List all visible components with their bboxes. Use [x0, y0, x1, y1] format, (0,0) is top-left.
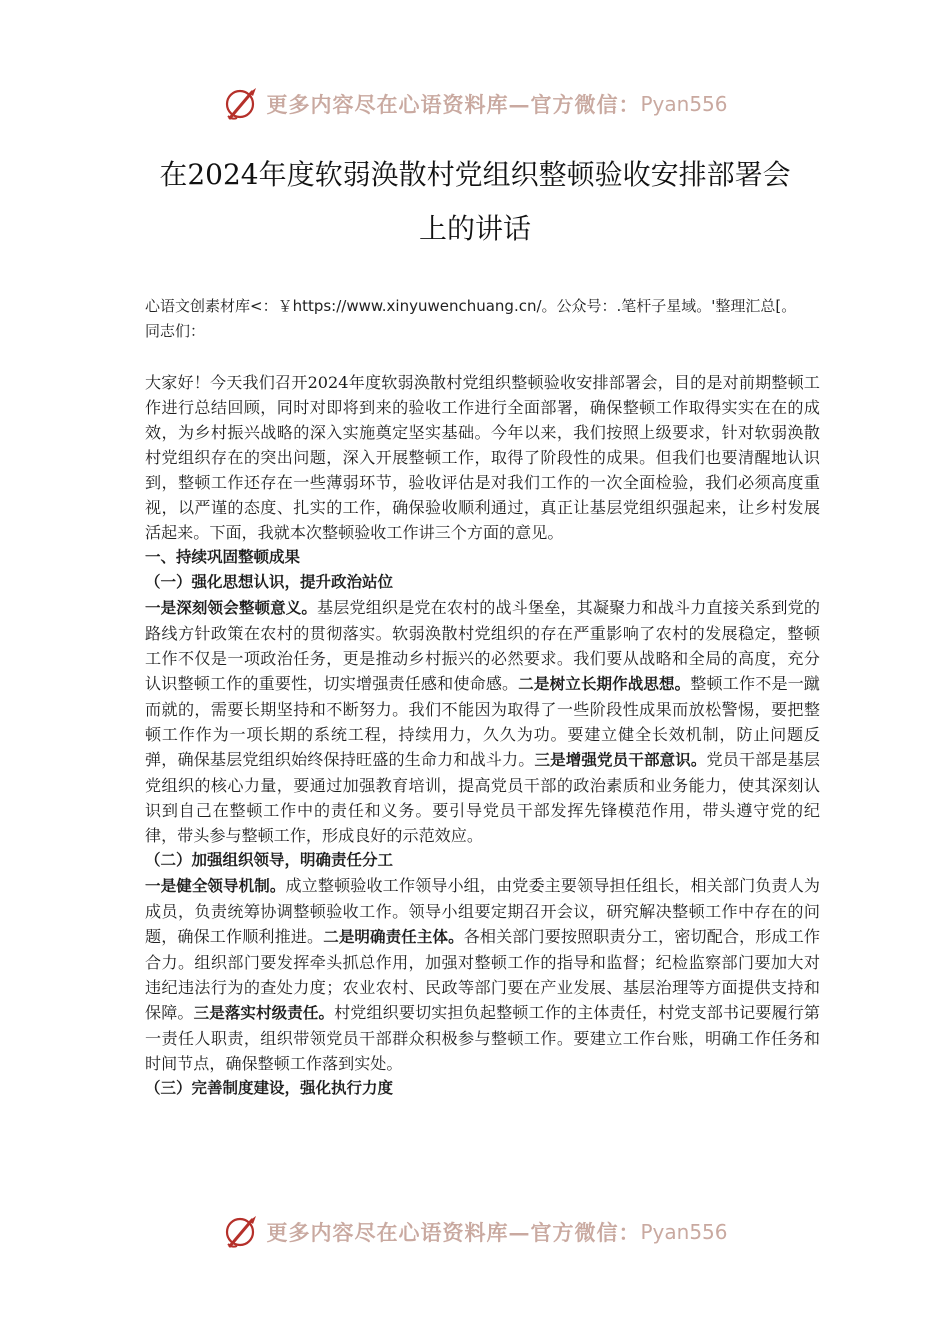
intro-paragraph: 大家好！今天我们召开2024年度软弱涣散村党组织整顿验收安排部署会，目的是对前期整顿工作进行总结回顾，同时对即将到来的验收工作进行全面部署，确保整顿工作取得实实在在的成效，为乡村振兴战略的深入实施奠定坚实基础。今年以来，我们按照上级要求，针对软弱涣散村党组织存在的突出问题，深入开展整顿工作，取得了阶段性的成果。但我们也要清醒地认识到，整顿工作还存在一些薄弱环节，验收评估是对我们工作的一次全面检验，我们必须高度重视，以严谨的态度、扎实的工作，确保验收顺利通过，真正让基层党组织强起来，让乡村发展活起来。下面，我就本次整顿验收工作讲三个方面的意见。 [145, 373, 820, 542]
point-text: 村党组织要切实担负起整顿工作的主体责任，村党支部书记要履行第一责任人职责，组织带领党员干部群众积极参与整顿工作。要建立工作台账，明确工作任务和时间节点，确保整顿工作落到实处。 [145, 1003, 820, 1073]
point-text: 各相关部门要按照职责分工，密切配合，形成工作合力。组织部门要发挥牵头抓总作用，加强对整顿工作的指导和监督；纪检监察部门要加大对违纪违法行为的查处力度；农业农村、民政等部门要在产业发展、基层治理等方面提供支持和保障。 [145, 927, 820, 1022]
paragraph-sub2 [145, 873, 820, 1076]
point-heading: 三是增强党员干部意识。 [534, 751, 707, 769]
paragraph-sub1 [145, 595, 820, 848]
subsection-heading-1: （一）强化思想认识，提升政治站位 [145, 573, 394, 591]
subsection-heading-3: （三）完善制度建设，强化执行力度 [145, 1079, 394, 1097]
subsection-heading-2: （二）加强组织领导，明确责任分工 [145, 851, 394, 869]
point-heading: 一是健全领导机制。 [145, 877, 286, 895]
header-banner [0, 82, 950, 126]
page-title [120, 148, 830, 256]
point-heading: 三是落实村级责任。 [193, 1004, 335, 1022]
title-line-1: 在2024年度软弱涣散村党组织整顿验收安排部署会 [159, 158, 791, 191]
point-text: 党员干部是基层党组织的核心力量，要通过加强教育培训，提高党员干部的政治素质和业务能力，使其深刻认识到自己在整顿工作中的责任和义务。要引导党员干部发挥先锋模范作用，带头遵守党的纪律，带头参与整顿工作，形成良好的示范效应。 [145, 750, 820, 845]
document-body [145, 370, 820, 1101]
footer-banner [0, 1210, 950, 1254]
banner-text: 更多内容尽在心语资料库—官方微信： [266, 1220, 641, 1245]
point-heading: 二是树立长期作战思想。 [518, 675, 691, 693]
point-text: 整顿工作不是一蹴而就的，需要长期坚持和不断努力。我们不能因为取得了一些阶段性成果而放松警惕，要把整顿工作作为一项长期的系统工程，持续用力，久久为功。要建立健全长效机制，防止问题反弹，确保基层党组织始终保持旺盛的生命力和战斗力。 [145, 674, 820, 769]
point-heading: 二是明确责任主体。 [323, 928, 464, 946]
banner-wechat-id: Pyan556 [640, 1220, 728, 1244]
section-heading-1: 一、持续巩固整顿成果 [145, 548, 301, 566]
point-heading: 一是深刻领会整顿意义。 [145, 599, 317, 617]
point-text: 基层党组织是党在农村的战斗堡垒，其凝聚力和战斗力直接关系到党的路线方针政策在农村的贯彻落实。软弱涣散村党组织的存在严重影响了农村的发展稳定，整顿工作不仅是一项政治任务，更是推动乡村振兴的必然要求。我们要从战略和全局的高度，充分认识整顿工作的重要性，切实增强责任感和使命感。 [145, 598, 820, 693]
banner-text: 更多内容尽在心语资料库—官方微信： [266, 92, 641, 117]
pen-circle-logo-icon [222, 84, 262, 124]
banner-wechat-id: Pyan556 [640, 92, 728, 116]
source-line: 心语文创素材库<：￥https://www.xinyuwenchuang.cn/。公众号：.笔杆子星域。'整理汇总[。同志们： [145, 297, 797, 340]
title-line-2: 上的讲话 [418, 212, 531, 245]
pen-circle-logo-icon [222, 1212, 262, 1252]
point-text: 成立整顿验收工作领导小组，由党委主要领导担任组长，相关部门负责人为成员，负责统筹协调整顿验收工作。领导小组要定期召开会议，研究解决整顿工作中存在的问题，确保工作顺利推进。 [145, 876, 820, 946]
